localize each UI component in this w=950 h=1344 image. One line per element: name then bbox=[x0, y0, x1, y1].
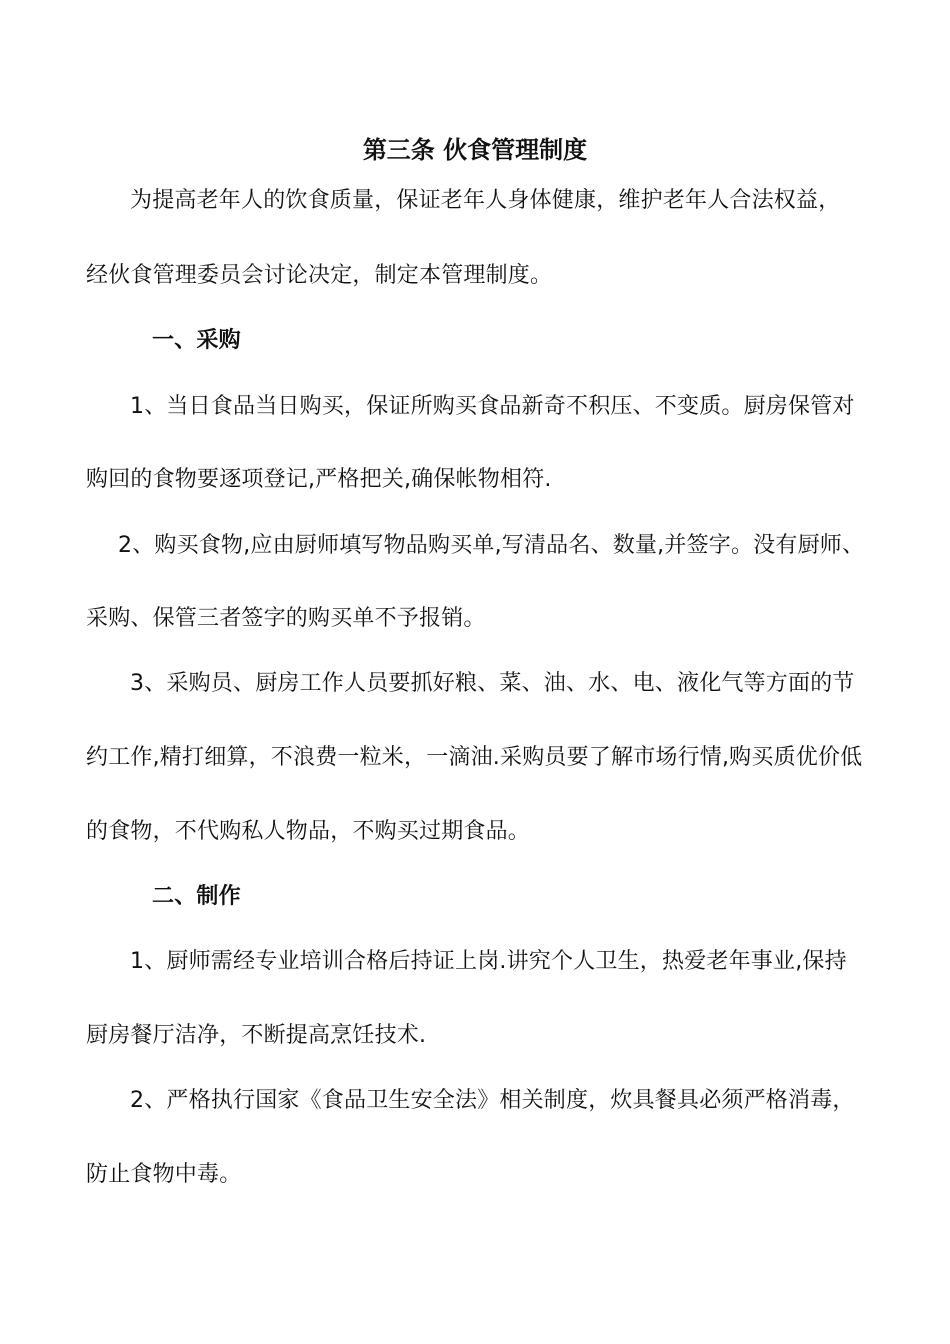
intro-line-2: 经伙食管理委员会讨论决定，制定本管理制度。 bbox=[86, 263, 553, 288]
purchasing-item-2-line-1: 2、购买食物,应由厨师填写物品购买单,写清品名、数量,并签字。没有厨师、 bbox=[118, 533, 865, 558]
purchasing-item-3-line-3: 的食物，不代购私人物品，不购买过期食品。 bbox=[86, 819, 531, 844]
purchasing-item-3-line-2: 约工作,精打细算，不浪费一粒米，一滴油.采购员要了解市场行情,购买质优价低 bbox=[86, 745, 863, 770]
document-title: 第三条 伙食管理制度 bbox=[362, 136, 588, 164]
production-item-1-line-2: 厨房餐厅洁净，不断提高烹饪技术. bbox=[86, 1023, 427, 1048]
production-item-2-line-2: 防止食物中毒。 bbox=[86, 1162, 242, 1187]
intro-line-1: 为提高老年人的饮食质量，保证老年人身体健康，维护老年人合法权益， bbox=[130, 188, 841, 213]
purchasing-item-3-line-1: 3、采购员、厨房工作人员要抓好粮、菜、油、水、电、液化气等方面的节 bbox=[130, 671, 855, 696]
section-heading-purchasing: 一、采购 bbox=[152, 328, 241, 353]
purchasing-item-1-line-1: 1、当日食品当日购买，保证所购买食品新奇不积压、不变质。厨房保管对 bbox=[130, 394, 855, 419]
production-item-2-line-1: 2、严格执行国家《食品卫生安全法》相关制度，炊具餐具必须严格消毒， bbox=[130, 1088, 855, 1113]
section-heading-production: 二、制作 bbox=[152, 884, 241, 909]
production-item-1-line-1: 1、厨师需经专业培训合格后持证上岗.讲究个人卫生，热爱老年事业,保持 bbox=[130, 949, 847, 974]
purchasing-item-2-line-2: 采购、保管三者签字的购买单不予报销。 bbox=[86, 606, 486, 631]
purchasing-item-1-line-2: 购回的食物要逐项登记,严格把关,确保帐物相符. bbox=[86, 467, 552, 492]
